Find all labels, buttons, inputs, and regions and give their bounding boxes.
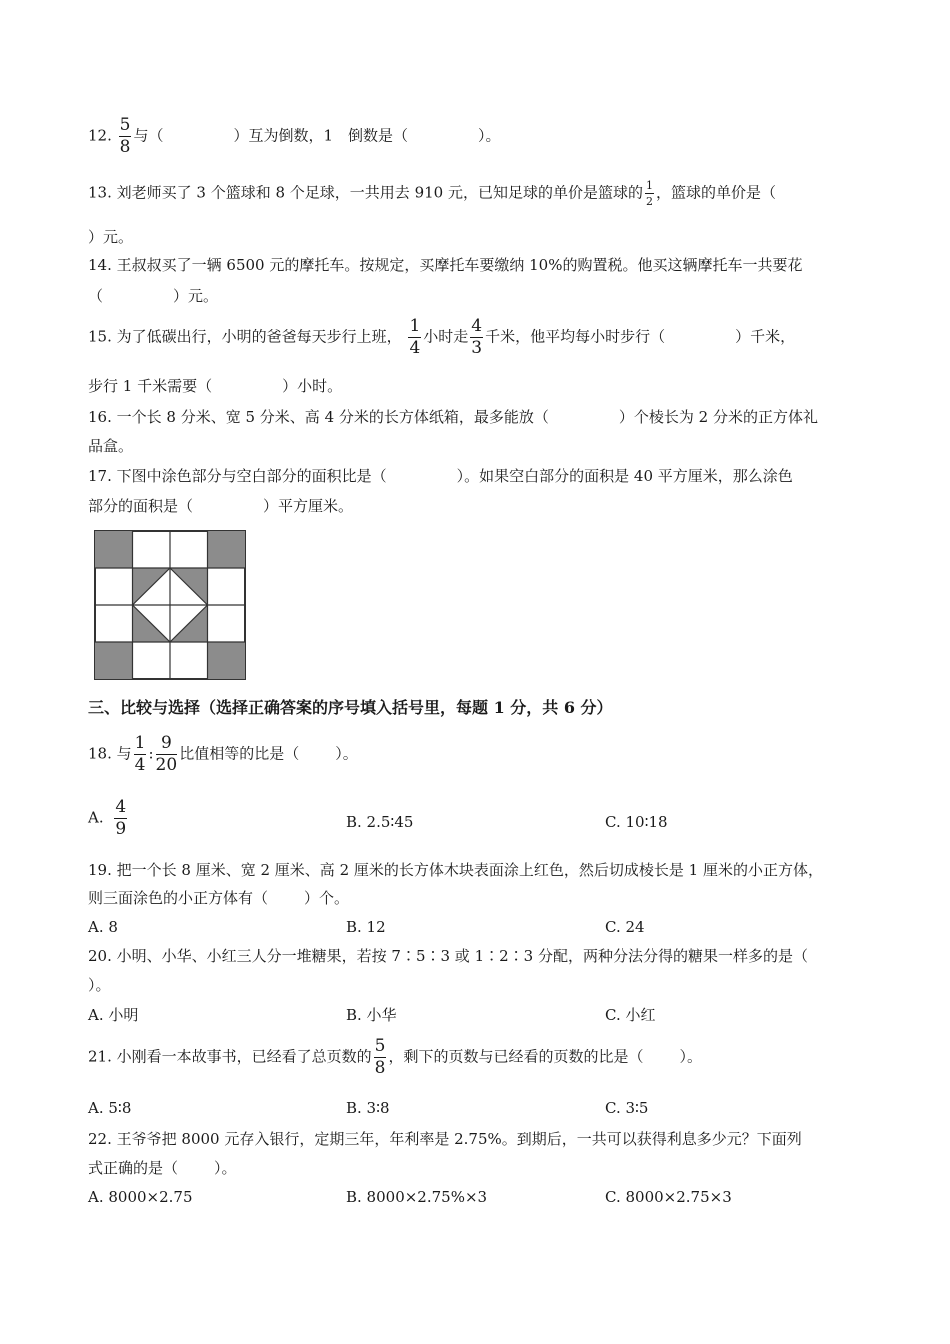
question-20-cont: ）。 [88,976,111,994]
shaded-corner-top-right [208,531,246,568]
fraction-1-4: $\frac{1}{4}$ [409,316,421,358]
q18-option-a[interactable]: A. $\frac{4}{9}$ [88,797,127,839]
fraction-9-20: $\frac{9}{20}$ [155,733,178,775]
q20-option-c[interactable]: C. 小红 [605,1006,656,1024]
question-18: 18. 与 $\frac{1}{4}$ : $\frac{9}{20}$ 比值相等的比是（ ）。 [88,733,358,775]
question-16-cont: 品盒。 [88,437,134,455]
question-13-cont: ）元。 [88,228,134,246]
question-20: 20. 小明、小华、小红三人分一堆糖果，若按 7∶5∶3 或 1∶2∶3 分配，两种分法分得的糖果一样多的是（ [88,947,808,965]
question-19-cont: 则三面涂色的小正方体有（ ）个。 [88,889,350,907]
q18-option-b[interactable]: B. 2.5∶45 [346,813,414,831]
shaded-corner-top-left [95,531,133,568]
q19-option-a[interactable]: A. 8 [88,918,118,936]
fraction-4-3: $\frac{4}{3}$ [471,316,483,358]
fraction-1-4: $\frac{1}{4}$ [134,733,146,775]
question-14: 14. 王叔叔买了一辆 6500 元的摩托车。按规定，买摩托车要缴纳 10%的购置税。他买这辆摩托车一共要花 [88,256,803,274]
question-12: 12. $\frac{5}{8}$ 与（ ）互为倒数，1 倒数是（ ）。 [88,115,501,157]
shaded-corner-bottom-right [208,642,246,679]
q20-option-a[interactable]: A. 小明 [88,1006,139,1024]
q20-option-b[interactable]: B. 小华 [346,1006,397,1024]
q21-option-b[interactable]: B. 3∶8 [346,1099,390,1117]
fraction-5-8: $\frac{5}{8}$ [374,1036,386,1078]
q19-option-c[interactable]: C. 24 [605,918,645,936]
shaded-corner-bottom-left [95,642,133,679]
q21-option-a[interactable]: A. 5∶8 [88,1099,132,1117]
q22-option-b[interactable]: B. 8000×2.75%×3 [346,1188,488,1206]
shaded-grid-figure [94,530,246,680]
q21-option-c[interactable]: C. 3∶5 [605,1099,649,1117]
question-22: 22. 王爷爷把 8000 元存入银行，定期三年，年利率是 2.75%。到期后，一共可以获得利息多少元？下面列 [88,1130,802,1148]
fraction-4-9: $\frac{4}{9}$ [115,797,127,839]
question-19: 19. 把一个长 8 厘米、宽 2 厘米、高 2 厘米的长方体木块表面涂上红色，然后切成棱长是 1 厘米的小正方体， [88,861,823,879]
question-15: 15. 为了低碳出行，小明的爸爸每天步行上班， $\frac{1}{4}$ 小时走 $\frac{4}{3}$ 千米，他平均每小时步行（ ）千米， [88,316,796,358]
fraction-5-8: $\frac{5}{8}$ [119,115,131,157]
q22-option-c[interactable]: C. 8000×2.75×3 [605,1188,732,1206]
question-17-cont: 部分的面积是（ ）平方厘米。 [88,497,354,515]
q19-option-b[interactable]: B. 12 [346,918,386,936]
q18-option-c[interactable]: C. 10∶18 [605,813,668,831]
question-21: 21. 小刚看一本故事书，已经看了总页数的 $\frac{5}{8}$ ，剩下的页数与已经看的页数的比是（ ）。 [88,1036,703,1078]
section-3-title: 三、比较与选择（选择正确答案的序号填入括号里，每题 1 分，共 6 分） [88,698,613,717]
question-14-cont: （ ）元。 [88,287,219,305]
fraction-1-2: $\frac{1}{2}$ [645,179,653,208]
question-22-cont: 式正确的是（ ）。 [88,1159,237,1177]
question-17: 17. 下图中涂色部分与空白部分的面积比是（ ）。如果空白部分的面积是 40 平方厘米，那么涂色 [88,467,793,485]
question-13: 13. 刘老师买了 3 个篮球和 8 个足球，一共用去 910 元，已知足球的单价是篮球的 $\frac{1}{2}$ ，篮球的单价是（ [88,179,776,208]
question-16: 16. 一个长 8 分米、宽 5 分米、高 4 分米的长方体纸箱，最多能放（ ）个棱长为 2 分米的正方体礼 [88,408,818,426]
q22-option-a[interactable]: A. 8000×2.75 [88,1188,193,1206]
question-15-cont: 步行 1 千米需要（ ）小时。 [88,377,343,395]
